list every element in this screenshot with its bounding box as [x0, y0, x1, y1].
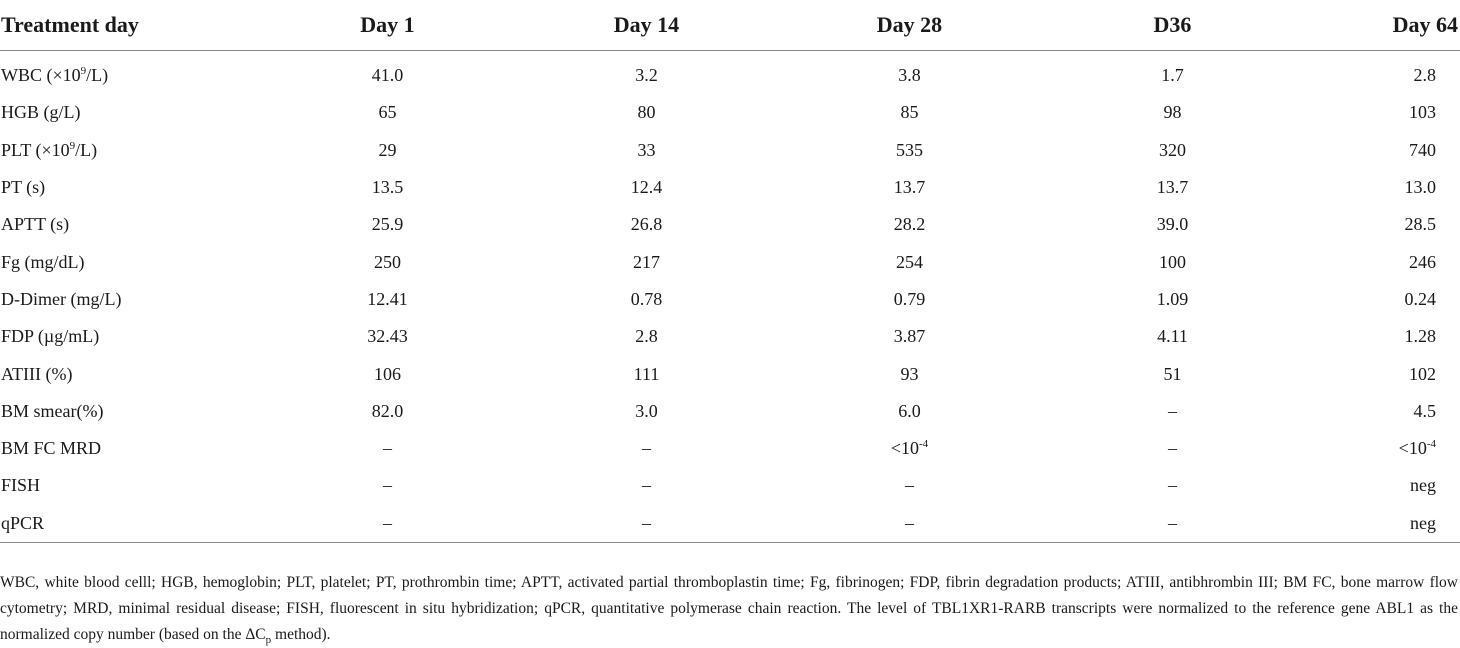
cell-value: 320 — [1159, 139, 1186, 160]
table-cell — [778, 430, 1041, 467]
table-row — [0, 51, 1460, 95]
cell-value: 29 — [378, 139, 397, 160]
table-cell — [515, 467, 778, 504]
row-label-text: Fg (mg/dL) — [1, 251, 85, 272]
row-label-text: APTT (s) — [1, 214, 70, 235]
cell-value: 6.0 — [898, 400, 921, 421]
table-body — [0, 51, 1460, 543]
cell-value: 1.28 — [1404, 326, 1436, 347]
cell-value: 217 — [633, 251, 660, 272]
table-cell — [1041, 51, 1304, 95]
table-row — [0, 169, 1460, 206]
cell-value: 28.5 — [1404, 214, 1436, 235]
cell-value: 82.0 — [371, 400, 404, 421]
table-cell — [515, 281, 778, 318]
cell-value: 12.4 — [630, 177, 663, 198]
row-label — [0, 505, 260, 543]
row-label — [0, 243, 260, 280]
row-label-text: ATIII (%) — [1, 363, 73, 384]
cell-value: 3.8 — [898, 65, 921, 86]
cell-value: 0.78 — [630, 288, 663, 309]
cell-value: 0.24 — [1404, 288, 1436, 309]
table-cell — [1304, 393, 1460, 430]
table-row — [0, 132, 1460, 169]
row-label — [0, 132, 260, 169]
row-label-text: HGB (g/L) — [1, 102, 81, 123]
cell-value: 246 — [1409, 251, 1436, 272]
cell-value: 254 — [896, 251, 923, 272]
table-cell — [260, 132, 515, 169]
cell-value: – — [383, 475, 392, 496]
cell-value: 98 — [1163, 102, 1182, 123]
cell-value: 28.2 — [893, 214, 926, 235]
cell-value: 3.0 — [635, 400, 658, 421]
row-label — [0, 281, 260, 318]
cell-value: – — [1168, 475, 1177, 496]
cell-value: <10 — [890, 438, 919, 459]
cell-value: – — [905, 475, 914, 496]
table-cell — [778, 281, 1041, 318]
table-cell — [260, 51, 515, 95]
row-label — [0, 467, 260, 504]
table-cell — [1041, 94, 1304, 131]
cell-value: 103 — [1409, 102, 1436, 123]
table-cell — [1304, 430, 1460, 467]
table-row — [0, 393, 1460, 430]
table-cell — [1304, 318, 1460, 355]
cell-superscript: -4 — [918, 438, 929, 451]
cell-value: – — [642, 512, 651, 533]
table-cell — [1041, 132, 1304, 169]
table-cell — [515, 430, 778, 467]
table-cell — [1041, 169, 1304, 206]
table-cell — [515, 51, 778, 95]
cell-value: 3.87 — [893, 326, 926, 347]
table-cell — [778, 393, 1041, 430]
table-cell — [260, 318, 515, 355]
cell-value: – — [1168, 512, 1177, 533]
cell-value: 80 — [637, 102, 656, 123]
table-cell — [260, 281, 515, 318]
table-row — [0, 355, 1460, 392]
table-cell — [1304, 94, 1460, 131]
table-row — [0, 94, 1460, 131]
cell-value: 93 — [900, 363, 919, 384]
row-label-superscript: 9 — [69, 139, 76, 152]
cell-value: <10 — [1398, 438, 1427, 459]
table-cell — [778, 169, 1041, 206]
cell-value: 102 — [1409, 363, 1436, 384]
table-row — [0, 243, 1460, 280]
header-day-1: Day 1 — [260, 0, 515, 51]
cell-value: 106 — [374, 363, 401, 384]
table-row — [0, 281, 1460, 318]
cell-value: – — [642, 475, 651, 496]
cell-value: – — [383, 438, 392, 459]
table-cell — [1304, 281, 1460, 318]
table-cell — [1041, 243, 1304, 280]
table-cell — [1041, 355, 1304, 392]
header-day-64: Day 64 — [1304, 0, 1460, 51]
table-cell — [1304, 169, 1460, 206]
cell-value: 1.7 — [1161, 65, 1184, 86]
cell-value: 13.5 — [371, 177, 404, 198]
cell-value: 535 — [896, 139, 923, 160]
cell-value: 32.43 — [367, 326, 408, 347]
table-cell — [260, 355, 515, 392]
cell-value: 740 — [1409, 139, 1436, 160]
table-cell — [515, 169, 778, 206]
cell-value: 13.7 — [1156, 177, 1189, 198]
cell-value: 3.2 — [635, 65, 658, 86]
table-row — [0, 318, 1460, 355]
table-cell — [1304, 243, 1460, 280]
footnote-subscript: p — [265, 634, 272, 647]
table-cell — [515, 206, 778, 243]
header-d36: D36 — [1041, 0, 1304, 51]
cell-value: 85 — [900, 102, 919, 123]
table-cell — [1041, 393, 1304, 430]
cell-value: 65 — [378, 102, 397, 123]
row-label-text: D-Dimer (mg/L) — [1, 288, 122, 309]
header-day-14: Day 14 — [515, 0, 778, 51]
cell-value: 39.0 — [1156, 214, 1189, 235]
row-label — [0, 355, 260, 392]
table-cell — [260, 94, 515, 131]
cell-value: 13.7 — [893, 177, 926, 198]
table-cell — [1304, 206, 1460, 243]
table-cell — [260, 505, 515, 543]
row-label-text: FISH — [1, 475, 41, 496]
table-cell — [515, 355, 778, 392]
cell-value: – — [642, 438, 651, 459]
cell-value: neg — [1410, 475, 1436, 496]
table-cell — [1041, 505, 1304, 543]
table-cell — [778, 355, 1041, 392]
table-cell — [1041, 467, 1304, 504]
cell-value: 13.0 — [1404, 177, 1436, 198]
row-label — [0, 206, 260, 243]
cell-value: 26.8 — [630, 214, 663, 235]
cell-value: – — [1168, 400, 1177, 421]
table-row — [0, 206, 1460, 243]
footnote-tail: method). — [271, 626, 331, 643]
table-cell — [778, 318, 1041, 355]
row-label — [0, 169, 260, 206]
row-label-unit: /L) — [86, 65, 109, 86]
cell-value: 2.8 — [1413, 65, 1436, 86]
cell-value: 4.5 — [1413, 400, 1436, 421]
table-cell — [1304, 355, 1460, 392]
table-cell — [260, 430, 515, 467]
cell-value: 2.8 — [635, 326, 658, 347]
table-cell — [1304, 505, 1460, 543]
row-label-text: WBC (×10 — [1, 65, 81, 86]
header-day-28: Day 28 — [778, 0, 1041, 51]
row-label-text: BM smear(%) — [1, 400, 104, 421]
cell-value: 12.41 — [367, 288, 408, 309]
row-label — [0, 51, 260, 95]
row-label-text: PT (s) — [1, 177, 46, 198]
table-cell — [260, 169, 515, 206]
table-row — [0, 467, 1460, 504]
table-row — [0, 505, 1460, 543]
table-cell — [515, 393, 778, 430]
table-cell — [1041, 206, 1304, 243]
table-footnote — [0, 570, 1458, 648]
table-header-row — [0, 0, 1460, 51]
table-cell — [515, 318, 778, 355]
row-label-unit: /L) — [75, 139, 98, 160]
cell-value: 25.9 — [371, 214, 404, 235]
cell-value: – — [1168, 438, 1177, 459]
table-cell — [260, 467, 515, 504]
row-label — [0, 393, 260, 430]
cell-superscript: -4 — [1426, 438, 1436, 451]
table-row — [0, 430, 1460, 467]
cell-value: 4.11 — [1157, 326, 1188, 347]
cell-value: 0.79 — [893, 288, 926, 309]
table-cell — [1041, 281, 1304, 318]
row-label — [0, 430, 260, 467]
table-cell — [1041, 430, 1304, 467]
table-cell — [260, 243, 515, 280]
table-cell — [778, 51, 1041, 95]
table-cell — [1041, 318, 1304, 355]
cell-value: – — [905, 512, 914, 533]
row-label-text: FDP (µg/mL) — [1, 326, 100, 347]
table-cell — [515, 94, 778, 131]
table-cell — [778, 467, 1041, 504]
cell-value: 250 — [374, 251, 401, 272]
cell-value: neg — [1410, 512, 1436, 533]
table-cell — [1304, 467, 1460, 504]
cell-value: 1.09 — [1156, 288, 1189, 309]
table-cell — [1304, 51, 1460, 95]
table-cell — [260, 393, 515, 430]
cell-value: – — [383, 512, 392, 533]
row-label-text: qPCR — [1, 512, 45, 533]
header-treatment-day: Treatment day — [0, 0, 260, 51]
cell-value: 41.0 — [371, 65, 404, 86]
table-cell — [260, 206, 515, 243]
table-cell — [515, 243, 778, 280]
row-label — [0, 318, 260, 355]
table-cell — [778, 505, 1041, 543]
cell-value: 111 — [633, 363, 660, 384]
table-cell — [515, 505, 778, 543]
table-cell — [778, 94, 1041, 131]
footnote-text: WBC, white blood celll; HGB, hemoglobin; PLT, platelet; PT, prothrombin time; APTT, activated partial thromboplastin time; Fg, fibrinogen; FDP, fibrin degradation products; ATIII, antibhrombin III; BM FC, bone marrow flow cytometry; MRD, minimal residual disease; FISH, fluorescent in situ hybridization; qPCR, quantitative polymerase chain reaction. The level of TBL1XR1-RARB transcripts were normalized to the reference gene ABL1 as the normalized copy number (based on the ΔC — [0, 574, 1458, 643]
cell-value: 51 — [1163, 363, 1182, 384]
cell-value: 33 — [637, 139, 656, 160]
table-cell — [778, 243, 1041, 280]
table-cell — [778, 132, 1041, 169]
row-label-superscript: 9 — [80, 65, 87, 78]
table-cell — [778, 206, 1041, 243]
row-label — [0, 94, 260, 131]
table-cell — [1304, 132, 1460, 169]
table-cell — [515, 132, 778, 169]
row-label-text: PLT (×10 — [1, 139, 70, 160]
row-label-text: BM FC MRD — [1, 438, 102, 459]
cell-value: 100 — [1159, 251, 1186, 272]
